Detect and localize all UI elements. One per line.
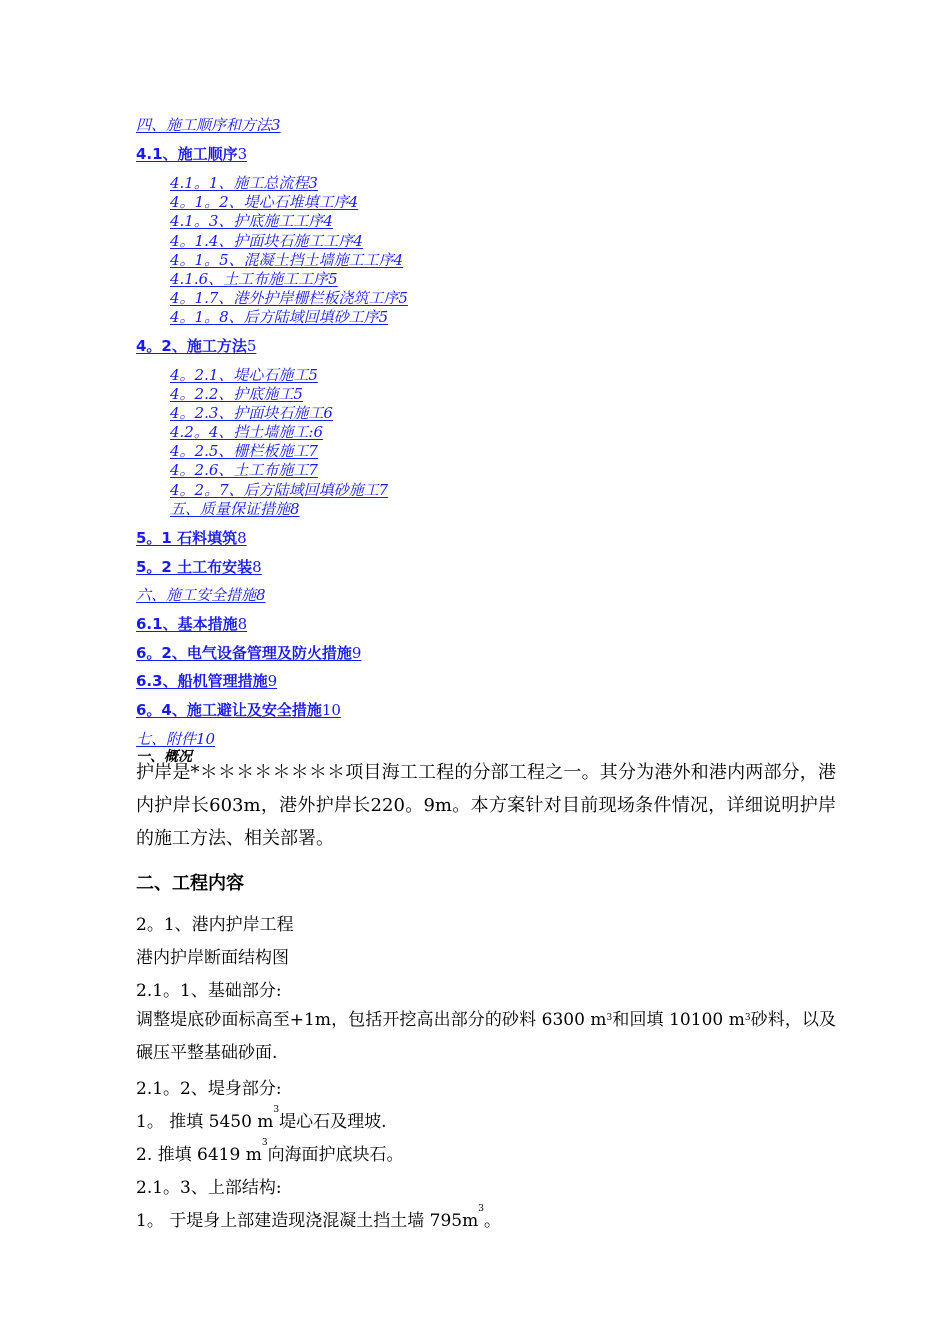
toc-item[interactable]: [170, 364, 318, 385]
toc-item-label: 4。2、施工方法: [136, 337, 247, 355]
list-item: 1。 推填 5450 $m^3$堤心石及理坡.: [136, 1105, 387, 1132]
toc-item[interactable]: [136, 143, 247, 164]
toc-page-number: 8: [290, 500, 300, 518]
toc-item-label: 4.1。3、护底施工工序: [170, 212, 324, 230]
toc-page-number: 8: [237, 615, 248, 633]
toc-item-label: 4。2。7、后方陆域回填砂施工: [170, 481, 379, 499]
toc-item[interactable]: [136, 584, 266, 605]
toc-item-label: 4。1。2、堤心石堆填工序: [170, 193, 349, 211]
figure-caption: 港内护岸断面结构图: [136, 948, 289, 968]
toc-page-number: 3: [271, 116, 281, 134]
toc-page-number: 8: [237, 529, 247, 547]
toc-page-number: 4: [348, 193, 359, 211]
toc-page-number: 6: [323, 404, 333, 422]
toc-item[interactable]: [170, 191, 358, 212]
toc-page-number: 9: [267, 672, 278, 690]
toc-item[interactable]: [170, 268, 338, 289]
toc-item[interactable]: [170, 210, 333, 231]
subsection-title: 2.1。2、堤身部分:: [136, 1079, 282, 1099]
toc-item[interactable]: [136, 556, 262, 577]
toc-item[interactable]: [136, 670, 277, 691]
toc-page-number: 10: [196, 730, 216, 748]
toc-item[interactable]: [170, 383, 303, 404]
subsection-title: 2.1。1、基础部分:: [136, 981, 282, 1001]
section-heading-content: 二、工程内容: [136, 873, 244, 894]
toc-page-number: 5: [398, 289, 408, 307]
toc-item-label: 七、附件: [136, 730, 197, 748]
toc-item[interactable]: [136, 613, 247, 634]
foundation-paragraph: 调整堤底砂面标高至+1m，包括开挖高出部分的砂料 6300 $m^3$和回填 10100 $m^3$砂料，以及碾压平整基础砂面.: [136, 1010, 836, 1063]
toc-page-number: 5: [328, 270, 338, 288]
toc-page-number: 5: [246, 337, 257, 355]
toc-page-number: 7: [308, 442, 318, 460]
toc-item-label: 4。1.7、港外护岸栅栏板浇筑工序: [170, 289, 399, 307]
toc-page-number: 7: [378, 481, 389, 499]
list-item: 2. 推填 6419 $m^3$向海面护底块石。: [136, 1138, 404, 1165]
toc-item-label: 六、施工安全措施: [136, 586, 257, 604]
toc-item-label: 四、施工顺序和方法: [136, 116, 272, 134]
toc-item-label: 4。2.5、栅栏板施工: [170, 442, 309, 460]
toc-item[interactable]: [136, 335, 256, 356]
toc-item-label: 4.1、施工顺序: [136, 145, 238, 163]
toc-page-number: 8: [252, 558, 262, 576]
toc-page-number: 3: [308, 174, 318, 192]
toc-item[interactable]: [170, 306, 388, 327]
toc-item[interactable]: [136, 642, 361, 663]
toc-page-number: 4: [353, 232, 363, 250]
toc-item[interactable]: [170, 498, 300, 519]
toc-item[interactable]: [170, 172, 318, 193]
toc-item[interactable]: [170, 459, 318, 480]
toc-item-label: 4。2.1、堤心石施工: [170, 366, 309, 384]
toc-item[interactable]: [170, 421, 323, 442]
toc-item-label: 6.1、基本措施: [136, 615, 238, 633]
toc-item-label: 6.3、船机管理措施: [136, 672, 268, 690]
toc-page-number: 5: [308, 366, 318, 384]
toc-item-label: 4.1。1、施工总流程: [170, 174, 309, 192]
toc-item-label: 4。2.2、护底施工: [170, 385, 294, 403]
toc-item[interactable]: [136, 114, 281, 135]
toc-page-number: 4: [393, 251, 404, 269]
toc-item[interactable]: [170, 440, 318, 461]
toc-page-number: 4: [323, 212, 333, 230]
toc-item[interactable]: [136, 527, 247, 548]
toc-page-number: 8: [256, 586, 266, 604]
toc-page-number: 5: [378, 308, 389, 326]
toc-page-number: 9: [351, 644, 362, 662]
toc-item-label: 4.2。4、挡土墙施工:: [170, 423, 314, 441]
toc-page-number: 3: [237, 145, 248, 163]
toc-page-number: 10: [321, 701, 341, 719]
toc-item-label: 4。1.4、护面块石施工工序: [170, 232, 354, 250]
toc-item-label: 5。1 石料填筑: [136, 529, 238, 547]
toc-item-label: 6。2、电气设备管理及防火措施: [136, 644, 352, 662]
list-item: 1。 于堤身上部建造现浇混凝土挡土墙 $795m^3$。: [136, 1204, 501, 1231]
toc-item[interactable]: [170, 479, 388, 500]
overview-paragraph: 护岸是*＊＊＊＊＊＊＊＊项目海工工程的分部工程之一。其分为港外和港内两部分，港内护岸长603m，港外护岸长220。9m。本方案针对目前现场条件情况，详细说明护岸的施工方法、相关部署。: [136, 762, 836, 849]
subsection-title: 2.1。3、上部结构:: [136, 1178, 282, 1198]
toc-item[interactable]: [170, 402, 333, 423]
toc-page-number: 5: [293, 385, 303, 403]
toc-item[interactable]: [170, 249, 403, 270]
toc-item-label: 4.1.6、土工布施工工序: [170, 270, 329, 288]
toc-item[interactable]: [170, 287, 408, 308]
toc-item-label: 五、质量保证措施: [170, 500, 291, 518]
toc-item-label: 6。4、施工避让及安全措施: [136, 701, 322, 719]
toc-item-label: 4。2.3、护面块石施工: [170, 404, 324, 422]
toc-item[interactable]: [170, 230, 363, 251]
subsection-title: 2。1、港内护岸工程: [136, 915, 294, 935]
toc-item[interactable]: [136, 699, 341, 720]
toc-item-label: 4。1。8、后方陆域回填砂工序: [170, 308, 379, 326]
toc-item-label: 4。1。5、混凝土挡土墙施工工序: [170, 251, 394, 269]
toc-item-label: 5。2 土工布安装: [136, 558, 253, 576]
section-heading-overview: 一、概况: [136, 749, 192, 765]
toc-page-number: 7: [308, 461, 318, 479]
toc-item-label: 4。2.6、土工布施工: [170, 461, 309, 479]
toc-page-number: 6: [313, 423, 323, 441]
